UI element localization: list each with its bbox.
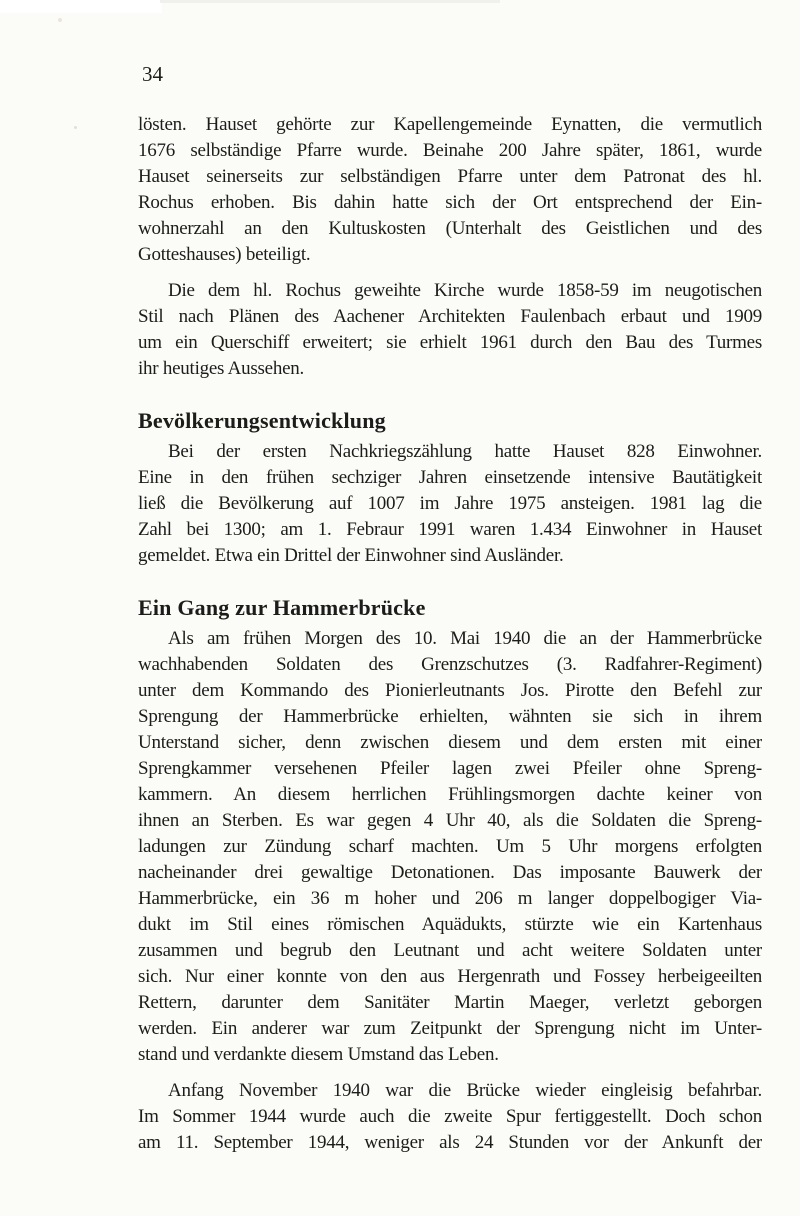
text-line: Stil nach Plänen des Aachener Architekten Faulenbach erbaut und 1909 — [138, 306, 762, 327]
text-line: ladungen zur Zündung scharf machten. Um 5 Uhr morgens erfolgten — [138, 836, 762, 857]
text-line: Zahl bei 1300; am 1. Febraur 1991 waren 1.434 Einwohner in Hauset — [138, 519, 762, 540]
text-line: dukt im Stil eines römischen Aquädukts, stürzte wie ein Kartenhaus — [138, 914, 762, 935]
text-line: Rochus erhoben. Bis dahin hatte sich der Ort entsprechend der Ein- — [138, 192, 762, 213]
text-line: werden. Ein anderer war zum Zeitpunkt der Sprengung nicht im Unter- — [138, 1018, 762, 1039]
paragraph — [138, 626, 762, 1068]
text-line: zusammen und begrub den Leutnant und acht weitere Soldaten unter — [138, 940, 762, 961]
text-line: Hauset seinerseits zur selbständigen Pfarre unter dem Patronat des hl. — [138, 166, 762, 187]
text-line: Die dem hl. Rochus geweihte Kirche wurde 1858-59 im neugotischen — [168, 280, 762, 301]
text-line: Sprengung der Hammerbrücke erhielten, wähnten sie sich in ihrem — [138, 706, 762, 727]
scan-artifact-strip — [0, 0, 162, 13]
scan-speck — [74, 126, 77, 129]
text-line: 1676 selbständige Pfarre wurde. Beinahe 200 Jahre später, 1861, wurde — [138, 140, 762, 161]
text-line: Sprengkammer versehenen Pfeiler lagen zwei Pfeiler ohne Spreng- — [138, 758, 762, 779]
scan-speck — [58, 18, 62, 22]
body-text — [138, 112, 762, 1156]
paragraph — [138, 278, 762, 382]
text-line: sich. Nur einer konnte von den aus Hergenrath und Fossey herbeigeeilten — [138, 966, 762, 987]
text-line: Anfang November 1940 war die Brücke wieder eingleisig befahrbar. — [168, 1080, 762, 1101]
text-line: Rettern, darunter dem Sanitäter Martin Maeger, verletzt geborgen — [138, 992, 762, 1013]
paragraph — [138, 439, 762, 569]
text-line: ihnen an Sterben. Es war gegen 4 Uhr 40, als die Soldaten die Spreng- — [138, 810, 762, 831]
text-line: gemeldet. Etwa ein Drittel der Einwohner sind Ausländer. — [138, 545, 564, 566]
text-line: Gotteshauses) beteiligt. — [138, 244, 311, 265]
text-line: am 11. September 1944, weniger als 24 Stunden vor der Ankunft der — [138, 1132, 762, 1153]
page-number: 34 — [142, 62, 163, 86]
text-line: stand und verdankte diesem Umstand das Leben. — [138, 1044, 499, 1065]
text-line: wachhabenden Soldaten des Grenzschutzes (3. Radfahrer-Regiment) — [138, 654, 762, 675]
text-line: Unterstand sicher, denn zwischen diesem und dem ersten mit einer — [138, 732, 762, 753]
section-heading: Bevölkerungsentwicklung — [138, 408, 386, 433]
text-line: lösten. Hauset gehörte zur Kapellengemeinde Eynatten, die vermutlich — [138, 114, 762, 135]
paragraph — [138, 1078, 762, 1156]
text-line: nacheinander drei gewaltige Detonationen. Das imposante Bauwerk der — [138, 862, 762, 883]
text-line: Im Sommer 1944 wurde auch die zweite Spur fertiggestellt. Doch schon — [138, 1106, 762, 1127]
text-line: Eine in den frühen sechziger Jahren einsetzende intensive Bautätigkeit — [138, 467, 762, 488]
text-line: Hammerbrücke, ein 36 m hoher und 206 m langer doppelbogiger Via- — [138, 888, 762, 909]
text-line: Als am frühen Morgen des 10. Mai 1940 die an der Hammerbrücke — [168, 628, 762, 649]
text-line: wohnerzahl an den Kultuskosten (Unterhalt des Geistlichen und des — [138, 218, 762, 239]
section-heading: Ein Gang zur Hammerbrücke — [138, 595, 426, 620]
text-line: ihr heutiges Aussehen. — [138, 358, 305, 379]
paragraph — [138, 112, 762, 268]
scan-artifact-hairline — [160, 0, 500, 3]
text-line: kammern. An diesem herrlichen Frühlingsmorgen dachte keiner von — [138, 784, 762, 805]
text-line: Bei der ersten Nachkriegszählung hatte Hauset 828 Einwohner. — [168, 441, 762, 462]
text-line: ließ die Bevölkerung auf 1007 im Jahre 1975 ansteigen. 1981 lag die — [138, 493, 762, 514]
text-line: unter dem Kommando des Pionierleutnants Jos. Pirotte den Befehl zur — [138, 680, 762, 701]
text-line: um ein Querschiff erweitert; sie erhielt 1961 durch den Bau des Turmes — [138, 332, 762, 353]
